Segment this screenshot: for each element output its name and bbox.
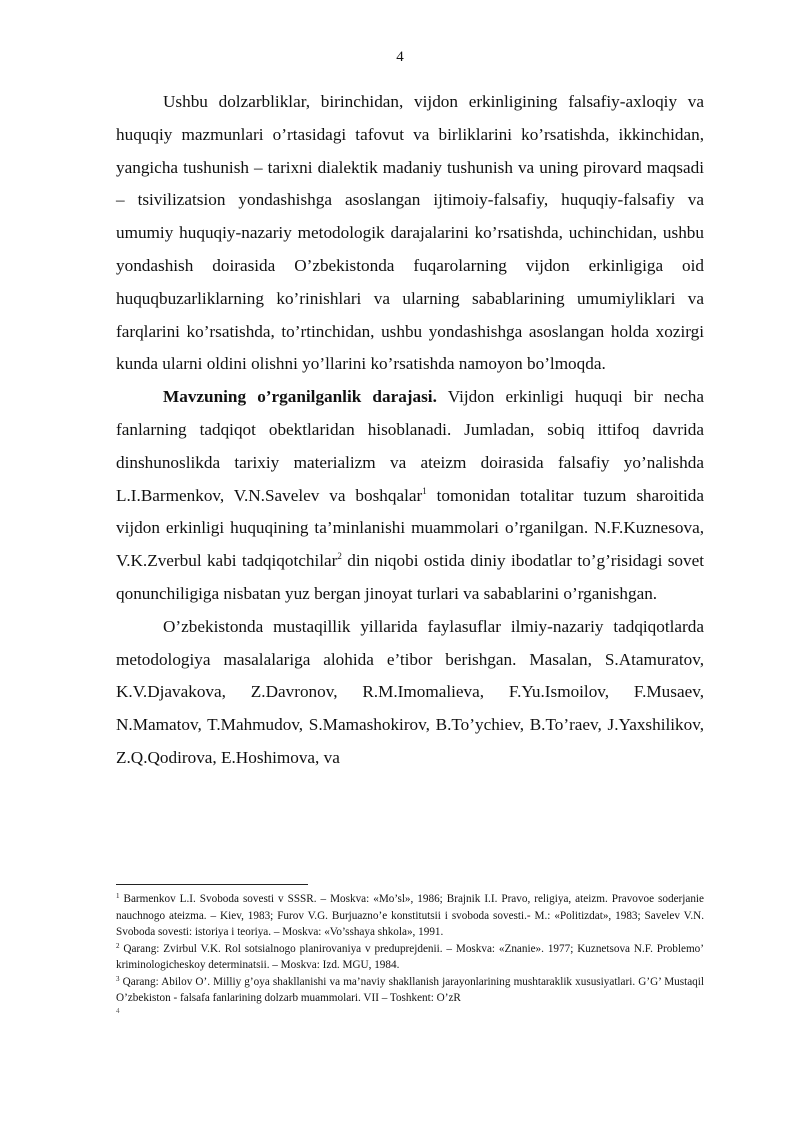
truncated-line: 4 [116,1006,120,1015]
footnote-text: Qarang: Zvirbul V.K. Rol sotsialnogo planirovaniya v preduprejdenii. – Moskva: «Znanie». 1977; Kuznetsova N.F. Problemo’ kriminologicheskoy determinatsii. – Moskva: Izd. MGU, 1984. [116,942,704,971]
footnote-text: Qarang: Abilov O’. Milliy g’oya shakllanishi va ma’naviy shakllanish jarayonlarining mushtaraklik xususiyatlari. G’G’ Mustaqil O’zbekiston - falsafa fanlarining dolzarb muammolari. VII – Toshkent: O’zR [116,975,704,1004]
footnote-mark: 2 [116,941,120,950]
section-heading: Mavzuning o’rganilganlik darajasi. [163,387,437,407]
footnote-mark: 3 [116,974,120,983]
footnote-ref[interactable]: 1 [422,485,427,496]
paragraph-uzbek-research: O’zbekistonda mustaqillik yillarida faylasuflar ilmiy-nazariy tadqiqotlarda metodologiya masalalariga alohida e’tibor berishgan. Masalan, S.Atamuratov, K.V.Djavakova, Z.Davronov, R.M.Imomalieva, F.Yu.Ismoilov, F.Musaev, N.Mamatov, T.Mahmudov, S.Mamashokirov, B.To’ychiev, B.To’raev, J.Yaxshilikov, Z.Q.Qodirova, E.Hoshimova, va [116,616,704,767]
footnote-text: Barmenkov L.I. Svoboda sovesti v SSSR. – Moskva: «Mo’sl», 1986; Brajnik I.I. Pravo, religiya, ateizm. Pravovoe soderjanie nauchnogo ateizma. – Kiev, 1983; Furov V.G. Burjuazno’e konstitutsii i svoboda sovesti.- M.: «Politizdat», 1983; Savelev V.N. Svoboda sovesti: istoriya i teoriya. – Moskva: «Vo’sshaya shkola», 1991. [116,893,704,938]
footnote-separator [116,884,308,885]
footnote-item [116,891,704,941]
paragraph-relevance: Ushbu dolzarbliklar, birinchidan, vijdon erkinligining falsafiy-axloqiy va huquqiy mazmunlari o’rtasidagi tafovut va birliklarini ko’rsatishda, ikkinchidan, yangicha tushunish – tarixni dialektik madaniy tushunish va uning pirovard maqsadi – tsivilizatsion yondashishga asoslangan ijtimoiy-falsafiy, huquqiy-falsafiy va umumiy huquqiy-nazariy metodologik darajalarini ko’rsatishda, uchinchidan, ushbu yondashish doirasida O’zbekistonda fuqarolarning vijdon erkinligiga oid huquqbuzarliklarning ko’rinishlari va ularning sabablarining umumiyliklari va farqlarini ko’rsatishda, to’rtinchidan, ushbu yondashishga asoslangan holda xozirgi kunda ularni oldini olishni yo’llarini ko’rsatishda namoyon bo’lmoqda. [116,92,704,374]
page-number: 4 [396,49,404,65]
footnote-item [116,974,704,1007]
footnote-mark: 1 [116,892,120,900]
document-body [116,86,704,775]
footnotes [116,891,704,1015]
paragraph-text: din niqobi ostida diniy ibodatlar to’g’risidagi sovet qonunchiligiga nisbatan yuz bergan jinoyat turlari va sabablarini o’rganishgan. [116,551,704,603]
paragraph-research-degree [116,381,704,611]
footnote-ref[interactable]: 2 [337,551,342,562]
footnote-item [116,941,704,974]
paragraph-text: tomonidan totalitar tuzum sharoitida vijdon erkinligi huquqining ta’minlanishi muammolari o’rganilgan. N.F.Kuznesova, V.K.Zverbul kabi tadqiqotchilar [116,485,704,571]
paragraph-text: Vijdon erkinligi huquqi bir necha fanlarning tadqiqot obektlaridan hisoblanadi. Jumladan, sobiq ittifoq davrida dinshunoslikda tarixiy materializm va ateizm doirasida falsafiy yo’nalishda L.I.Barmenkov, V.N.Savelev va boshqalar [116,387,704,505]
